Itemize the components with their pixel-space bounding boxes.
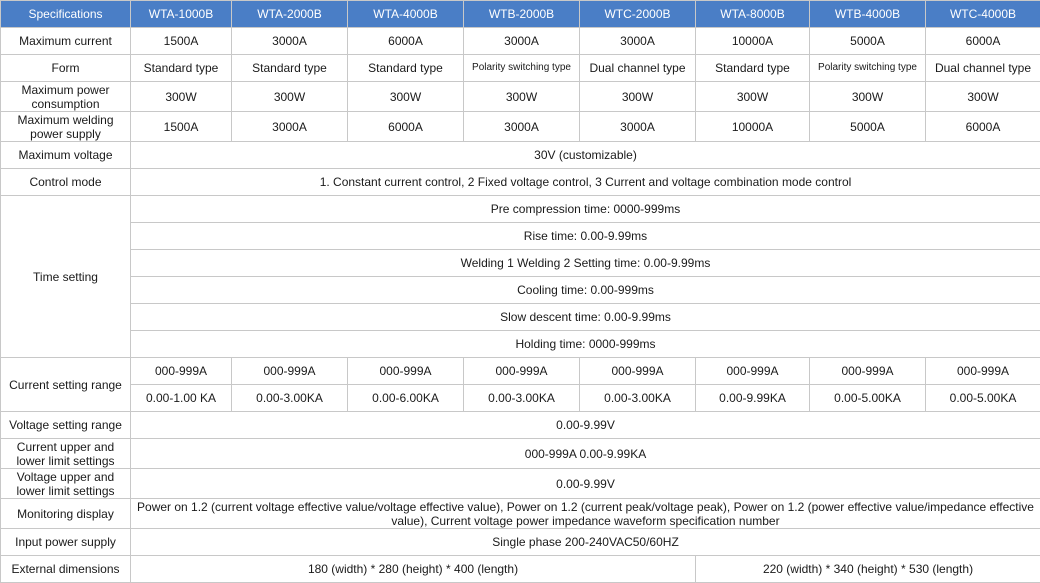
row-label: Current setting range (1, 358, 131, 412)
value-cell: 6000A (926, 112, 1040, 142)
value-cell: 300W (810, 82, 926, 112)
value-cell: 0.00-9.99KA (696, 385, 810, 412)
row-label: External dimensions (1, 556, 131, 583)
value-cell: 000-999A 0.00-9.99KA (131, 439, 1040, 469)
value-cell: 300W (348, 82, 464, 112)
value-cell: 0.00-3.00KA (580, 385, 696, 412)
header-cell-model: WTC-4000B (926, 1, 1040, 28)
value-cell: 000-999A (348, 358, 464, 385)
value-cell: 3000A (232, 112, 348, 142)
time-setting-item: Cooling time: 0.00-999ms (131, 277, 1040, 304)
header-cell-model: WTB-2000B (464, 1, 580, 28)
value-cell: Standard type (696, 55, 810, 82)
value-cell: 0.00-9.99V (131, 469, 1040, 499)
value-cell: 300W (232, 82, 348, 112)
value-cell: 300W (696, 82, 810, 112)
value-cell: 0.00-5.00KA (926, 385, 1040, 412)
value-cell: Single phase 200-240VAC50/60HZ (131, 529, 1040, 556)
value-cell: 000-999A (926, 358, 1040, 385)
value-cell: 300W (926, 82, 1040, 112)
row-label: Input power supply (1, 529, 131, 556)
row-time-setting (1, 196, 1040, 223)
time-setting-item: Holding time: 0000-999ms (131, 331, 1040, 358)
value-cell: Standard type (131, 55, 232, 82)
row-label: Voltage upper and lower limit settings (1, 469, 131, 499)
row-time-setting (1, 277, 1040, 304)
value-cell: 3000A (232, 28, 348, 55)
value-cell: Standard type (348, 55, 464, 82)
value-cell: Polarity switching type (464, 55, 580, 82)
row-form (1, 55, 1040, 82)
row-current-setting-range (1, 358, 1040, 385)
value-cell: 0.00-3.00KA (232, 385, 348, 412)
header-cell-model: WTA-1000B (131, 1, 232, 28)
value-cell: 3000A (464, 112, 580, 142)
value-cell: 0.00-1.00 KA (131, 385, 232, 412)
time-setting-item: Slow descent time: 0.00-9.99ms (131, 304, 1040, 331)
row-voltage-limit-settings (1, 469, 1040, 499)
value-cell: Standard type (232, 55, 348, 82)
value-cell: 3000A (580, 28, 696, 55)
value-cell: Dual channel type (580, 55, 696, 82)
row-label: Monitoring display (1, 499, 131, 529)
row-monitoring-display (1, 499, 1040, 529)
row-label: Control mode (1, 169, 131, 196)
header-cell-model: WTA-4000B (348, 1, 464, 28)
row-label: Current upper and lower limit settings (1, 439, 131, 469)
value-cell: Dual channel type (926, 55, 1040, 82)
value-cell: 1. Constant current control, 2 Fixed voltage control, 3 Current and voltage combination mode control (131, 169, 1040, 196)
value-cell: 0.00-3.00KA (464, 385, 580, 412)
header-cell-model: WTB-4000B (810, 1, 926, 28)
row-maximum-power-consumption (1, 82, 1040, 112)
row-label: Maximum voltage (1, 142, 131, 169)
value-cell: 000-999A (131, 358, 232, 385)
value-cell: Polarity switching type (810, 55, 926, 82)
row-time-setting (1, 250, 1040, 277)
value-cell: 180 (width) * 280 (height) * 400 (length) (131, 556, 696, 583)
row-external-dimensions (1, 556, 1040, 583)
row-maximum-welding-power-supply (1, 112, 1040, 142)
row-time-setting (1, 304, 1040, 331)
value-cell: 0.00-5.00KA (810, 385, 926, 412)
value-cell: 300W (464, 82, 580, 112)
row-current-limit-settings (1, 439, 1040, 469)
header-row (1, 1, 1040, 28)
value-cell: 220 (width) * 340 (height) * 530 (length) (696, 556, 1040, 583)
value-cell: 6000A (348, 28, 464, 55)
row-label: Time setting (1, 196, 131, 358)
row-time-setting (1, 331, 1040, 358)
time-setting-item: Rise time: 0.00-9.99ms (131, 223, 1040, 250)
value-cell: 300W (131, 82, 232, 112)
value-cell: 300W (580, 82, 696, 112)
row-label: Maximum current (1, 28, 131, 55)
row-time-setting (1, 223, 1040, 250)
value-cell: 000-999A (696, 358, 810, 385)
row-label: Maximum power consumption (1, 82, 131, 112)
value-cell: 5000A (810, 28, 926, 55)
row-label: Maximum welding power supply (1, 112, 131, 142)
header-cell-specifications: Specifications (1, 1, 131, 28)
row-maximum-voltage (1, 142, 1040, 169)
time-setting-item: Pre compression time: 0000-999ms (131, 196, 1040, 223)
row-maximum-current (1, 28, 1040, 55)
header-cell-model: WTC-2000B (580, 1, 696, 28)
value-cell: 3000A (580, 112, 696, 142)
value-cell: 6000A (926, 28, 1040, 55)
time-setting-item: Welding 1 Welding 2 Setting time: 0.00-9.99ms (131, 250, 1040, 277)
value-cell: 3000A (464, 28, 580, 55)
value-cell: 6000A (348, 112, 464, 142)
value-cell: 000-999A (810, 358, 926, 385)
value-cell: 10000A (696, 112, 810, 142)
value-cell: 000-999A (580, 358, 696, 385)
value-cell: 1500A (131, 28, 232, 55)
row-label: Voltage setting range (1, 412, 131, 439)
value-cell: 0.00-9.99V (131, 412, 1040, 439)
row-voltage-setting-range (1, 412, 1040, 439)
value-cell: 000-999A (464, 358, 580, 385)
row-current-setting-range (1, 385, 1040, 412)
value-cell: Power on 1.2 (current voltage effective value/voltage effective value), Power on 1.2 (current peak/voltage peak), Power on 1.2 (power effective value/impedance effective value), Current voltage power impedance waveform specification number (131, 499, 1040, 529)
value-cell: 5000A (810, 112, 926, 142)
value-cell: 0.00-6.00KA (348, 385, 464, 412)
header-cell-model: WTA-8000B (696, 1, 810, 28)
value-cell: 000-999A (232, 358, 348, 385)
value-cell: 30V (customizable) (131, 142, 1040, 169)
row-input-power-supply (1, 529, 1040, 556)
header-cell-model: WTA-2000B (232, 1, 348, 28)
row-label: Form (1, 55, 131, 82)
value-cell: 1500A (131, 112, 232, 142)
value-cell: 10000A (696, 28, 810, 55)
row-control-mode (1, 169, 1040, 196)
